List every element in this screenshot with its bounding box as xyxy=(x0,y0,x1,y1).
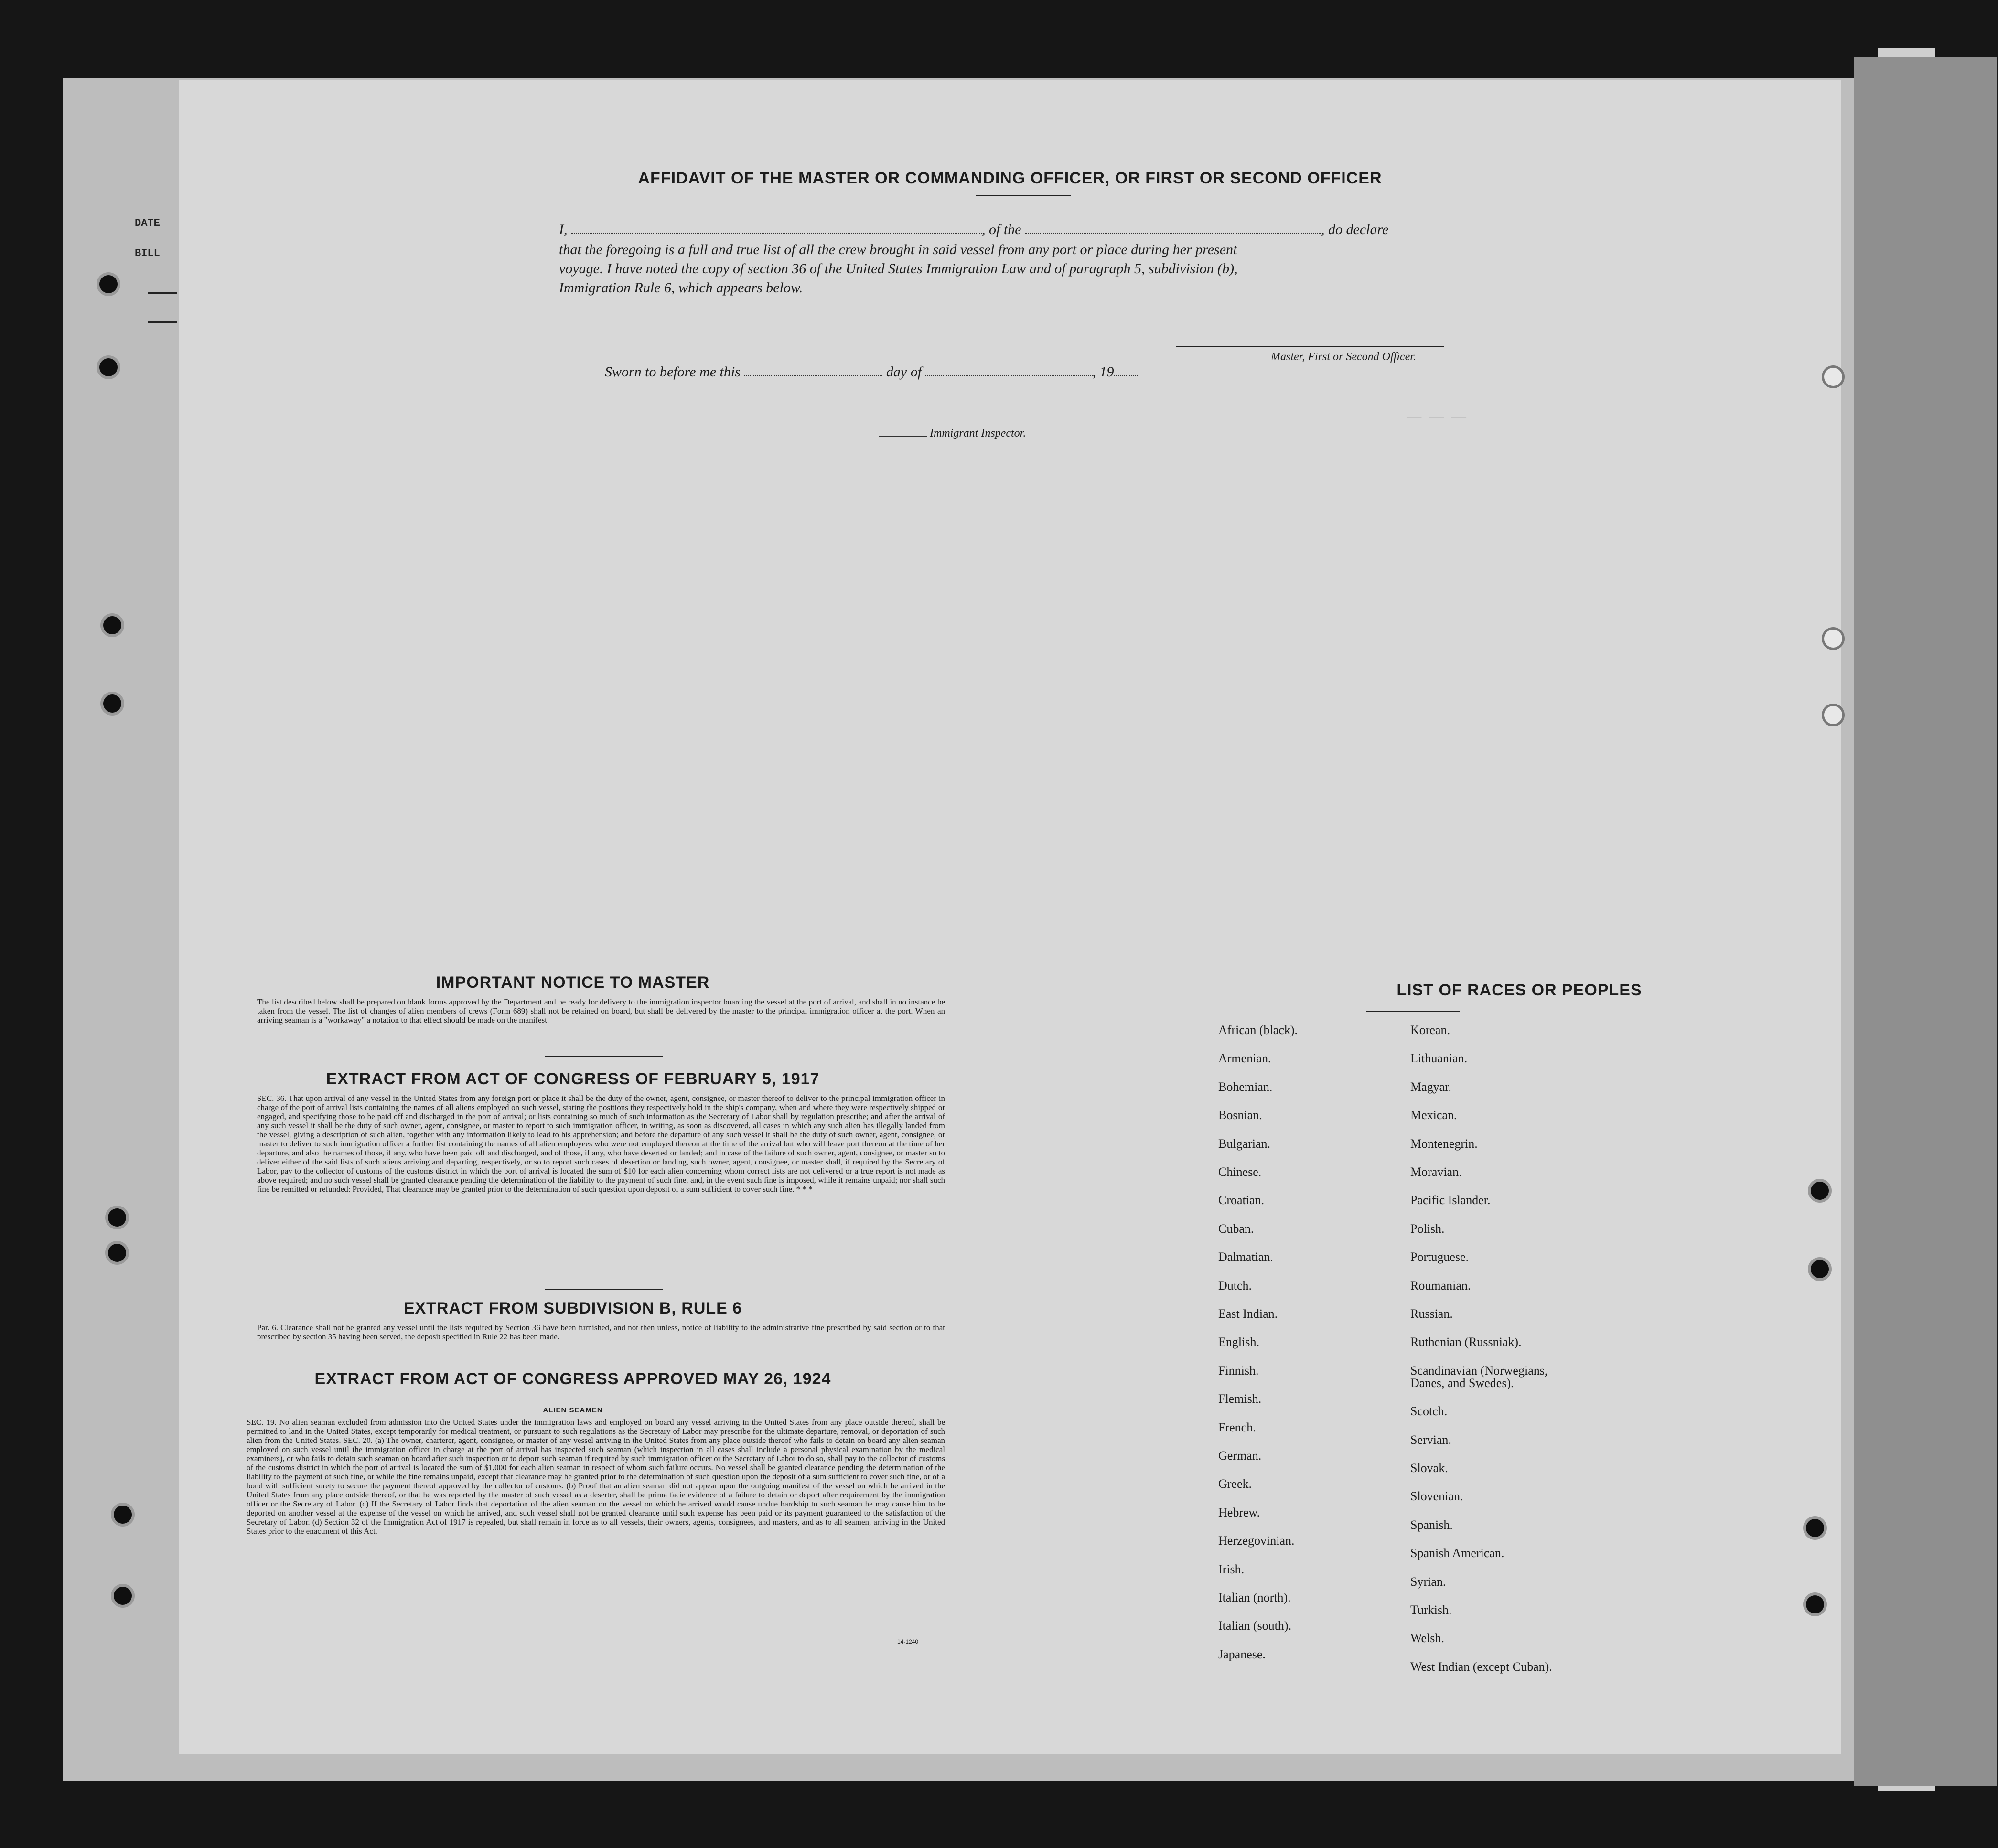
race-item: Portuguese. xyxy=(1410,1250,1469,1264)
punch-hole xyxy=(1811,1182,1829,1200)
sworn-day-blank[interactable] xyxy=(744,375,882,376)
race-item: Dutch. xyxy=(1218,1278,1252,1293)
affidavit-body-line2: voyage. I have noted the copy of section 36 of the United States Immigration Law and of paragraph 5, subdivision (b), xyxy=(559,261,1238,277)
extract-1917-title: EXTRACT FROM ACT OF CONGRESS OF FEBRUARY 5, 1917 xyxy=(326,1070,820,1088)
punch-hole xyxy=(1824,706,1842,724)
name-blank[interactable] xyxy=(571,233,982,234)
inspector-label xyxy=(879,427,1026,440)
margin-fragment-bill: BILL xyxy=(135,247,160,259)
inspector-rule xyxy=(879,436,927,437)
sworn-month-blank[interactable] xyxy=(925,375,1093,376)
notice-text: The list described below shall be prepared on blank forms approved by the Department and be ready for delivery to the immigration inspector boarding the vessel at the port of arrival, and shall in no instance be taken from the vessel. The list of changes of alien members of crews (Form 689) shall not be retained on board, but shall be delivered by the master to the principal immigration officer at the port. When an arriving seaman is a "workaway" a notation to that effect should be made on the manifest. xyxy=(257,997,945,1025)
punch-hole xyxy=(99,358,118,376)
sworn-year-blank[interactable] xyxy=(1114,375,1138,376)
race-item: African (black). xyxy=(1218,1023,1298,1037)
punch-hole xyxy=(103,616,121,634)
race-item: German. xyxy=(1218,1449,1262,1463)
affidavit-body-line3: Immigration Rule 6, which appears below. xyxy=(559,280,803,296)
punch-hole xyxy=(1811,1260,1829,1278)
race-item: Montenegrin. xyxy=(1410,1136,1478,1151)
race-item: Polish. xyxy=(1410,1221,1445,1236)
race-item: Bosnian. xyxy=(1218,1108,1262,1122)
affidavit-title: AFFIDAVIT OF THE MASTER OR COMMANDING OFFICER, OR FIRST OR SECOND OFFICER xyxy=(638,169,1382,187)
extract-1924-title: EXTRACT FROM ACT OF CONGRESS APPROVED MAY 26, 1924 xyxy=(314,1370,831,1388)
race-item: Bohemian. xyxy=(1218,1079,1273,1094)
of-the-label: , of the xyxy=(982,222,1021,237)
race-item: Servian. xyxy=(1410,1432,1451,1447)
extract-1924-subtitle: ALIEN SEAMEN xyxy=(543,1406,603,1414)
extract-rule6-text: Par. 6. Clearance shall not be granted any vessel until the lists required by Section 36 have been furnished, and not then unless, notice of liability to the administrative fine prescribed by said section or to that prescribed by section 35 having been served, the deposit specified in Rule 22 has been made. xyxy=(257,1323,945,1341)
race-item: Danes, and Swedes). xyxy=(1410,1376,1514,1390)
race-item: Flemish. xyxy=(1218,1392,1262,1406)
sworn-line xyxy=(605,364,1138,380)
punch-hole xyxy=(1824,630,1842,648)
race-item: East Indian. xyxy=(1218,1307,1278,1321)
margin-rule xyxy=(148,292,177,294)
punch-hole xyxy=(99,275,118,293)
race-item: Lithuanian. xyxy=(1410,1051,1468,1066)
punch-hole xyxy=(1806,1519,1824,1537)
race-item: Slovenian. xyxy=(1410,1489,1463,1504)
punch-hole xyxy=(108,1208,126,1227)
race-item: Finnish. xyxy=(1218,1363,1259,1378)
race-item: Moravian. xyxy=(1410,1165,1462,1179)
inspector-label-text: Immigrant Inspector. xyxy=(930,427,1026,439)
extract-rule6-title: EXTRACT FROM SUBDIVISION B, RULE 6 xyxy=(403,1299,742,1317)
section-rule xyxy=(545,1056,663,1057)
race-item: Scandinavian (Norwegians, xyxy=(1410,1363,1548,1378)
race-item: Italian (north). xyxy=(1218,1591,1291,1604)
form-number: 14-1240 xyxy=(897,1638,919,1645)
extract-1917-text: SEC. 36. That upon arrival of any vessel in the United States from any foreign port or place it shall be the duty of the owner, agent, consignee, or master thereof to deliver to the principal immigration officer in charge of the port of arrival lists containing the names of all aliens employed on such vessel, stating the positions they respectively hold in the ship's company, when and where they were respectively shipped or engaged, and specifying those to be paid off and discharged in the port of arrival; or lists containing so much of such information as the Secretary of Labor shall by regulation prescribe; and after the arrival of any such vessel it shall be the duty of such owner, agent, consignee, or master to report to such immigration officer, in writing, as soon as discovered, all cases in which any such alien has illegally landed from the vessel, giving a description of such alien, together with any information likely to lead to his apprehension; and before the departure of any such vessel it shall be the duty of such owner, agent, consignee, or master to deliver to such immigration officer a further list containing the names of all alien employees who were not employed thereon at the time of the arrival but who will leave port thereon at the time of her departure, and also the names of those, if any, who have been paid off and discharged, and of those, if any, who have deserted or landed; and in case of the failure of such owner, agent, consignee, or master so to deliver either of the said lists of such aliens arriving and departing, respectively, or so to report such cases of desertion or landing, such owner, agent, consignee, or master shall, if required by the Secretary of Labor, pay to the collector of customs of the customs district in which the port of arrival is located the sum of $10 for each alien concerning whom correct lists are not delivered or a true report is not made as above required; and no such vessel shall be granted clearance pending the determination of the liability to the payment of such fine, and, in the event such fine is imposed, while it remains unpaid; nor shall such fine be remitted or refunded: Provided, That clearance may be granted prior to the determination of such question upon deposit of a sum sufficient to cover such fine. * * * xyxy=(257,1094,945,1194)
affidavit-body-line1: that the foregoing is a full and true list of all the crew brought in said vessel from any port or place during her present xyxy=(559,242,1237,257)
race-item: Spanish American. xyxy=(1410,1546,1504,1560)
race-item: Turkish. xyxy=(1410,1603,1452,1617)
punch-hole xyxy=(114,1587,132,1605)
race-item: Scotch. xyxy=(1410,1404,1448,1419)
race-item: Irish. xyxy=(1218,1562,1245,1576)
race-item: Roumanian. xyxy=(1410,1278,1471,1293)
punch-hole xyxy=(103,694,121,713)
do-declare-label: , do declare xyxy=(1321,222,1389,237)
race-item: Greek. xyxy=(1218,1477,1252,1491)
race-item: Welsh. xyxy=(1410,1631,1444,1645)
i-label: I, xyxy=(559,222,568,237)
race-item: Herzegovinian. xyxy=(1218,1534,1295,1548)
section-rule xyxy=(545,1289,663,1290)
punch-hole xyxy=(108,1244,126,1262)
race-item: French. xyxy=(1218,1420,1256,1434)
punch-hole xyxy=(114,1506,132,1524)
day-of-label: day of xyxy=(886,364,922,380)
year-label: , 19 xyxy=(1092,364,1114,380)
punch-hole xyxy=(1806,1595,1824,1613)
race-item: Cuban. xyxy=(1218,1221,1254,1236)
race-item: Croatian. xyxy=(1218,1193,1265,1207)
races-title: LIST OF RACES OR PEOPLES xyxy=(1396,981,1642,999)
extract-1924-text: SEC. 19. No alien seaman excluded from admission into the United States under the immigration laws and employed on board any vessel arriving in the United States from any place outside thereof, shall be permitted to land in the United States, except temporarily for medical treatment, or pursuant to such regulations as the Secretary of Labor may prescribe for the ultimate departure, removal, or deportation of such alien from the United States. SEC. 20. (a) The owner, charterer, agent, consignee, or master of any vessel arriving in the United States from any place outside thereof who fails to detain on board any alien seaman employed on such vessel until the immigration officer in charge at the port of arrival has inspected such seaman (which inspection in all cases shall include a personal physical examination by the medical examiners), or who fails to detain such seaman on board after such inspection or to deport such seaman if required by such immigration officer or the Secretary of Labor to do so, shall pay to the collector of customs of the customs district in which the port of arrival is located the sum of $1,000 for each alien seaman in respect of whom such failure occurs. No vessel shall be granted clearance pending the determination of the liability to the payment of such fine, or while the fine remains unpaid, except that clearance may be granted prior to the determination of such question upon the deposit of a sum sufficient to cover such fine, or of a bond with sufficient surety to secure the payment thereof approved by the collector of customs. (b) Proof that an alien seaman did not appear upon the outgoing manifest of the vessel on which he arrived in the United States from any place outside thereof, or that he was reported by the master of such vessel as a deserter, shall be prima facie evidence of a failure to detain or deport after requirement by the immigration officer or the Secretary of Labor. (c) If the Secretary of Labor finds that deportation of the alien seaman on the vessel on which he arrived would cause undue hardship to such seaman he may cause him to be deported on another vessel at the expense of the vessel on which he arrived, and such vessel shall not be granted clearance until such expense has been paid or its payment guaranteed to the satisfaction of the Secretary of Labor. (d) Section 32 of the Immigration Act of 1917 is repealed, but shall remain in force as to all vessels, their owners, agents, consignees, and masters, and as to all seamen, arriving in the United States prior to the enactment of this Act. xyxy=(247,1418,945,1536)
margin-fragment-date: DATE xyxy=(135,217,160,229)
margin-rule xyxy=(148,321,177,323)
race-item: Mexican. xyxy=(1410,1108,1457,1122)
sworn-label: Sworn to before me this xyxy=(605,364,741,380)
race-item: Pacific Islander. xyxy=(1410,1193,1491,1207)
race-item: Syrian. xyxy=(1410,1574,1446,1589)
race-item: Ruthenian (Russniak). xyxy=(1410,1335,1522,1349)
underlying-sheet-edge-dark xyxy=(1854,57,1997,1786)
race-item: Spanish. xyxy=(1410,1517,1453,1532)
race-item: Armenian. xyxy=(1218,1051,1271,1066)
race-item: Korean. xyxy=(1410,1023,1450,1037)
race-item: Bulgarian. xyxy=(1218,1136,1271,1151)
race-item: Russian. xyxy=(1410,1307,1453,1321)
master-label: Master, First or Second Officer. xyxy=(1271,351,1416,363)
race-item: Italian (south). xyxy=(1218,1619,1292,1633)
race-item: Japanese. xyxy=(1218,1647,1266,1661)
race-item: Hebrew. xyxy=(1218,1505,1260,1519)
races-title-rule xyxy=(1366,1011,1460,1012)
punch-hole xyxy=(1824,368,1842,386)
vessel-blank[interactable] xyxy=(1025,233,1321,234)
race-item: Slovak. xyxy=(1410,1461,1448,1475)
race-item: West Indian (except Cuban). xyxy=(1410,1659,1552,1674)
race-item: Magyar. xyxy=(1410,1079,1451,1094)
form-sheet: ── ── ── AFFIDAVIT OF THE MASTER OR COMMANDING OFFICER, OR FIRST OR SECOND OFFICER I, , of the , do declare that the foregoing is a full and true list of all the crew brought in said vessel from any port or place during her present voyage. I have noted the copy of section 36 of the United States Immigration Law and of paragraph 5, subdivision (b), Immigration Rule 6, which appears below. Master, First or Second Officer. Sworn to before me this day of , 19 Immigrant Inspector. IMPORTANT NOTICE TO MASTER The list described below shall be prepared on blank forms approved by the Department and be ready for delivery to the immigration inspector boarding the vessel at the port of arrival, and shall in no instance be taken from the vessel. The list of changes of alien members of crews (Form 689) shall not be retained on board, but shall be delivered by the master to the principal immigration officer at the port. When an arriving seaman is a "workaway" a notation to that effect should be made on the manifest. EXTRACT FROM ACT OF CONGRESS OF FEBRUARY 5, 1917 SEC. 36. That upon arrival of any vessel in the United States from any foreign port or place it shall be the duty of the owner, agent, consignee, or master thereof to deliver to the principal immigration officer in charge of the port of arrival lists containing the names of all aliens employed on such vessel, stating the positions they respectively hold in the ship's company, when and where they were respectively shipped or engaged, and specifying those to be paid off and discharged in the port of arrival; or lists containing so much of such information as the Secretary of Labor shall by regulation prescribe; and after the arrival of any such vessel it shall be the duty of such owner, agent, consignee, or master to report to such immigration officer, in writing, as soon as discovered, all cases in which any such alien has illegally landed from the vessel, giving a description of such alien, together with any information likely to lead to his apprehension; and before the departure of any such vessel it shall be the duty of such owner, agent, consignee, or master to deliver to such immigration officer a further list containing the names of all alien employees who were not employed thereon at the time of the arrival but who will leave port thereon at the time of her departure, and also the names of those, if any, who have been paid off and discharged, and of those, if any, who have deserted or landed; and in case of the failure of such owner, agent, consignee, or master so to deliver either of the said lists of such aliens arriving and departing, respectively, or so to report such cases of desertion or landing, such owner, agent, consignee, or master shall, if required by the Secretary of Labor, pay to the collector of customs of the customs district in which the port of arrival is located the sum of $10 for each alien concerning whom correct lists are not delivered or a true report is not made as above required; and no such vessel shall be granted clearance pending the determination of the liability to the payment of such fine, and, in the event such fine is imposed, while it remains unpaid; nor shall such fine be remitted or refunded: Provided, That clearance may be granted prior to the determination of such question upon deposit of a sum sufficient to cover such fine. * * * EXTRACT FROM SUBDIVISION B, RULE 6 Par. 6. Clearance shall not be granted any vessel until the lists required by Section 36 have been furnished, and not then unless, notice of liability to the administrative fine prescribed by said section or to that prescribed by section 35 having been served, the deposit specified in Rule 22 has been made. EXTRACT FROM ACT OF CONGRESS APPROVED MAY 26, 1924 ALIEN SEAMEN SEC. 19. No alien seaman excluded from admission into the United States under the immigration laws and employed on board any vessel arriving in the United States from any place outside thereof, shall be permitted to land in the United States, except temporarily for medical treatment, or pursuant to such regulations as the Secretary of Labor may prescribe for the ultimate departure, removal, or deportation of such alien from the United States. SEC. 20. (a) The owner, charterer, agent, consignee, or master of any vessel arriving in the United States from any place outside thereof who fails to detain on board any alien seaman employed on such vessel until the immigration officer in charge at the port of arrival has inspected such seaman (which inspection in all cases shall include a personal physical examination by the medical examiners), or who fails to detain such seaman on board after such inspection or to deport such seaman if required by such immigration officer or the Secretary of Labor to do so, shall pay to the collector of customs of the customs district in which the port of arrival is located the sum of $1,000 for each alien seaman in respect of whom such failure occurs. No vessel shall be granted clearance pending the determination of the liability to the payment of such fine, or while the fine remains unpaid, except that clearance may be granted prior to the determination of such question upon the deposit of a sum sufficient to cover such fine, or of a bond with sufficient surety to secure the payment thereof approved by the collector of customs. (b) Proof that an alien seaman did not appear upon the outgoing manifest of the vessel on which he arrived in the United States from any place outside thereof, or that he was reported by the master of such vessel as a deserter, shall be prima facie evidence of a failure to detain or deport after requirement by the immigration officer or the Secretary of Labor. (c) If the Secretary of Labor finds that deportation of the alien seaman on the vessel on which he arrived would cause undue hardship to such seaman he may cause him to be deported on another vessel at the expense of the vessel on which he arrived, and such vessel shall not be granted clearance until such expense has been paid or its payment guaranteed to the satisfaction of the Secretary of Labor. (d) Section 32 of the Immigration Act of 1917 is repealed, but shall remain in force as to all vessels, their owners, agents, consignees, and masters, and as to all seamen, arriving in the United States prior to the enactment of this Act. 14-1240 LIST OF RACES OR PEOPLES African (black). Armenian. Bohemian. Bosnian. Bulgarian. Chinese. Croatian. Cuban. Dalmatian. Dutch. East Indian. English. Finnish. Flemish. French. German. Greek. Hebrew. Herzegovinian. Irish. Italian (north). Italian (south). Japanese. Korean. Lithuanian. Magyar. Mexican. Montenegrin. Moravian. Pacific Islander. Polish. Portuguese. Roumanian. Russian. Ruthenian (Russniak). Scandinavian (Norwegians, Danes, and Swedes). Scotch. Servian. Slovak. Slovenian. Spanish. Spanish American. Syrian. Turkish. Welsh. West Indian (except Cuban). xyxy=(179,80,1841,1754)
title-rule xyxy=(976,195,1071,196)
race-item: Chinese. xyxy=(1218,1165,1262,1179)
affidavit-i-line xyxy=(559,222,1388,238)
notice-title: IMPORTANT NOTICE TO MASTER xyxy=(436,973,710,992)
master-signature-line[interactable] xyxy=(1176,346,1444,347)
race-item: Dalmatian. xyxy=(1218,1250,1273,1264)
race-item: English. xyxy=(1218,1335,1259,1349)
